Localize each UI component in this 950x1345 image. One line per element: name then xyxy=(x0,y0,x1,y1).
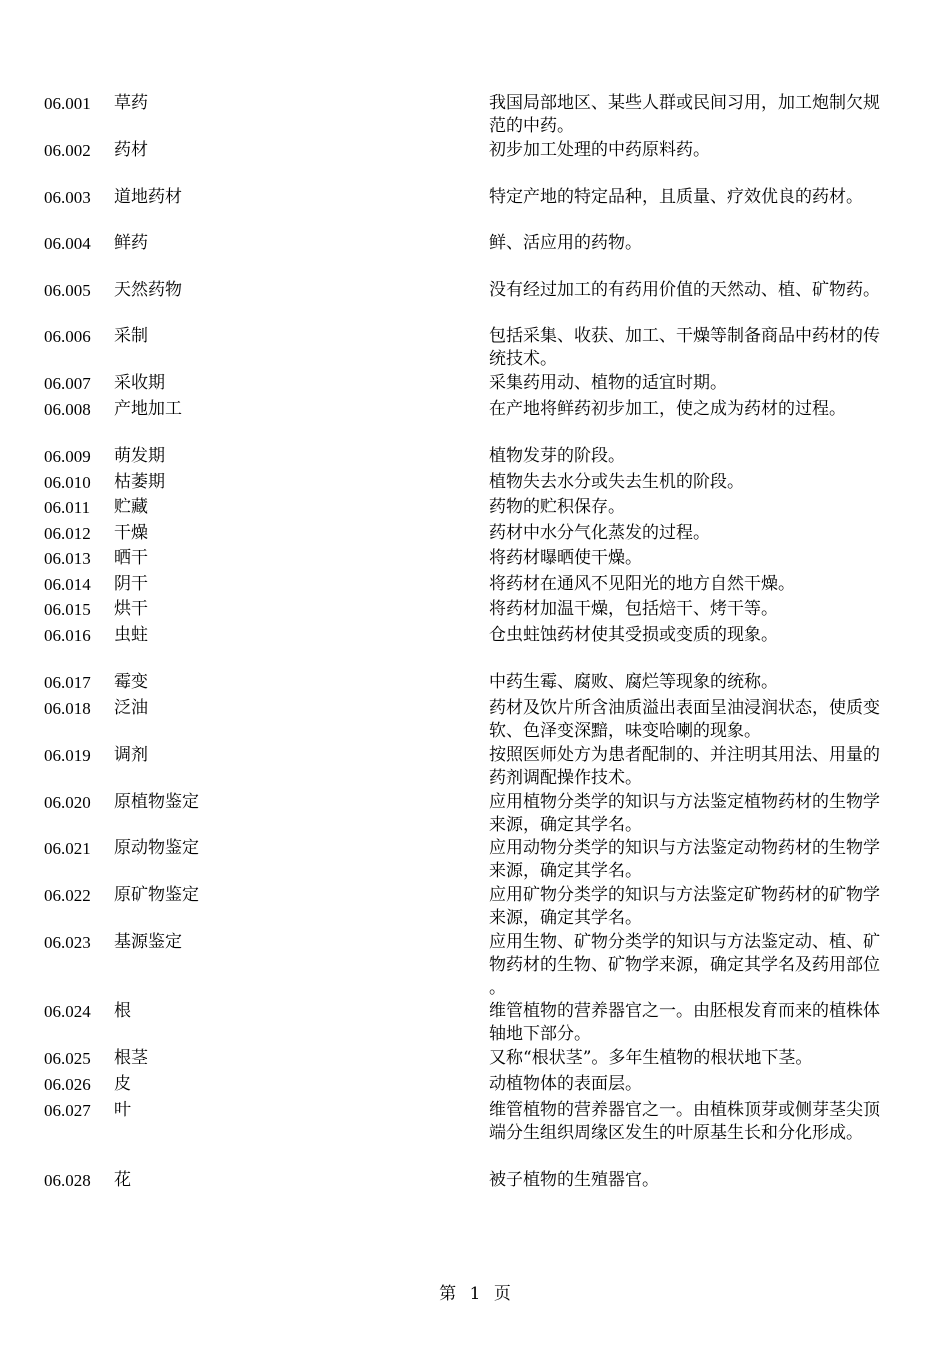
entry-definition: 被子植物的生殖器官。 xyxy=(489,1170,659,1190)
entry-definition: 维管植物的营养器官之一。由植株顶芽或侧芽茎尖顶端分生组织周缘区发生的叶原基生长和分化形成。 xyxy=(489,1100,880,1143)
entry-term: 泛油 xyxy=(114,698,148,718)
entry-term: 鲜药 xyxy=(114,233,148,253)
entry-code: 06.014 xyxy=(44,575,91,594)
entry-code: 06.003 xyxy=(44,188,91,207)
entry-definition: 按照医师处方为患者配制的、并注明其用法、用量的药剂调配操作技术。 xyxy=(489,745,880,788)
entry-term: 根茎 xyxy=(114,1048,148,1068)
entry-definition: 将药材在通风不见阳光的地方自然干燥。 xyxy=(489,574,795,594)
entry-term: 皮 xyxy=(114,1074,131,1094)
entry-definition: 将药材加温干燥，包括焙干、烤干等。 xyxy=(489,599,778,619)
entry-definition: 应用矿物分类学的知识与方法鉴定矿物药材的矿物学来源，确定其学名。 xyxy=(489,885,880,928)
entry-term: 枯萎期 xyxy=(114,472,165,492)
entry-term: 叶 xyxy=(114,1100,131,1120)
entry-code: 06.019 xyxy=(44,746,91,765)
entry-code: 06.025 xyxy=(44,1049,91,1068)
page-suffix: 页 xyxy=(493,1284,511,1304)
entry-definition: 植物失去水分或失去生机的阶段。 xyxy=(489,472,744,492)
entry-definition: 在产地将鲜药初步加工，使之成为药材的过程。 xyxy=(489,399,846,419)
entry-term: 原矿物鉴定 xyxy=(114,885,199,905)
page-footer xyxy=(0,1283,950,1306)
entry-term: 烘干 xyxy=(114,599,148,619)
entry-term: 原植物鉴定 xyxy=(114,792,199,812)
entry-code: 06.008 xyxy=(44,400,91,419)
entry-term: 天然药物 xyxy=(114,280,182,300)
entry-definition: 植物发芽的阶段。 xyxy=(489,446,625,466)
entry-definition: 又称“根状茎”。多年生植物的根状地下茎。 xyxy=(489,1048,813,1068)
entry-code: 06.028 xyxy=(44,1171,91,1190)
entry-term: 根 xyxy=(114,1001,131,1021)
entry-term: 花 xyxy=(114,1170,131,1190)
entry-term: 基源鉴定 xyxy=(114,932,182,952)
entry-definition: 药材中水分气化蒸发的过程。 xyxy=(489,523,710,543)
entry-code: 06.002 xyxy=(44,141,91,160)
entry-definition: 应用动物分类学的知识与方法鉴定动物药材的生物学来源，确定其学名。 xyxy=(489,838,880,881)
entry-definition: 我国局部地区、某些人群或民间习用，加工炮制欠规范的中药。 xyxy=(489,93,880,136)
entry-term: 道地药材 xyxy=(114,187,182,207)
entry-definition: 应用生物、矿物分类学的知识与方法鉴定动、植、矿物药材的生物、矿物学来源，确定其学名及药用部位。 xyxy=(489,932,880,998)
entry-code: 06.023 xyxy=(44,933,91,952)
entry-code: 06.009 xyxy=(44,447,91,466)
entry-term: 原动物鉴定 xyxy=(114,838,199,858)
entry-code: 06.015 xyxy=(44,600,91,619)
entry-code: 06.018 xyxy=(44,699,91,718)
entry-term: 调剂 xyxy=(114,745,148,765)
entry-code: 06.005 xyxy=(44,281,91,300)
entry-definition: 中药生霉、腐败、腐烂等现象的统称。 xyxy=(489,672,778,692)
entry-code: 06.006 xyxy=(44,327,91,346)
entry-term: 药材 xyxy=(114,140,148,160)
entry-code: 06.004 xyxy=(44,234,91,253)
entry-code: 06.022 xyxy=(44,886,91,905)
entry-definition: 采集药用动、植物的适宜时期。 xyxy=(489,373,727,393)
entry-definition: 维管植物的营养器官之一。由胚根发育而来的植株体轴地下部分。 xyxy=(489,1001,880,1044)
entry-code: 06.017 xyxy=(44,673,91,692)
entry-term: 贮藏 xyxy=(114,497,148,517)
entry-definition: 鲜、活应用的药物。 xyxy=(489,233,642,253)
entry-code: 06.021 xyxy=(44,839,91,858)
entry-definition: 将药材曝晒使干燥。 xyxy=(489,548,642,568)
entry-term: 草药 xyxy=(114,93,148,113)
entry-definition: 药物的贮积保存。 xyxy=(489,497,625,517)
entry-code: 06.007 xyxy=(44,374,91,393)
entry-code: 06.020 xyxy=(44,793,91,812)
entry-code: 06.013 xyxy=(44,549,91,568)
entry-code: 06.011 xyxy=(44,498,91,517)
entry-term: 采收期 xyxy=(114,373,165,393)
entry-code: 06.027 xyxy=(44,1101,91,1120)
entry-definition: 没有经过加工的有药用价值的天然动、植、矿物药。 xyxy=(489,280,880,300)
entry-definition: 包括采集、收获、加工、干燥等制备商品中药材的传统技术。 xyxy=(489,326,880,369)
entry-term: 产地加工 xyxy=(114,399,182,419)
entry-definition: 仓虫蛀蚀药材使其受损或变质的现象。 xyxy=(489,625,778,645)
entry-term: 晒干 xyxy=(114,548,148,568)
entry-term: 虫蛀 xyxy=(114,625,148,645)
entry-definition: 药材及饮片所含油质溢出表面呈油浸润状态，使质变软、色泽变深黯，味变哈喇的现象。 xyxy=(489,698,880,741)
entry-code: 06.010 xyxy=(44,473,91,492)
entry-term: 干燥 xyxy=(114,523,148,543)
entry-term: 霉变 xyxy=(114,672,148,692)
entry-code: 06.024 xyxy=(44,1002,91,1021)
entry-definition: 动植物体的表面层。 xyxy=(489,1074,642,1094)
entry-term: 采制 xyxy=(114,326,148,346)
entry-term: 阴干 xyxy=(114,574,148,594)
entry-definition: 初步加工处理的中药原料药。 xyxy=(489,140,710,160)
entry-definition: 特定产地的特定品种，且质量、疗效优良的药材。 xyxy=(489,187,863,207)
page-prefix: 第 xyxy=(439,1284,457,1304)
entry-code: 06.001 xyxy=(44,94,91,113)
entry-term: 萌发期 xyxy=(114,446,165,466)
entry-code: 06.016 xyxy=(44,626,91,645)
page-number: 1 xyxy=(469,1284,481,1304)
entry-code: 06.012 xyxy=(44,524,91,543)
entry-definition: 应用植物分类学的知识与方法鉴定植物药材的生物学来源，确定其学名。 xyxy=(489,792,880,835)
entry-code: 06.026 xyxy=(44,1075,91,1094)
